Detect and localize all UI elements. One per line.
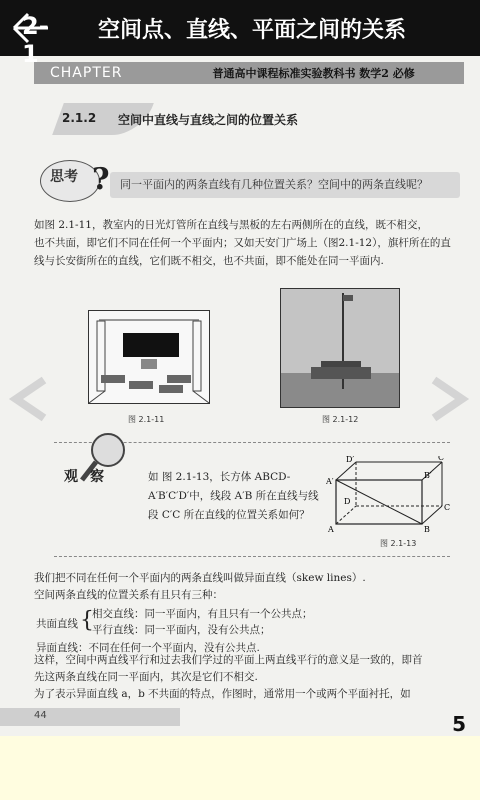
observe-question: [148, 468, 319, 525]
cube-label: B: [424, 525, 430, 534]
paragraph-2: [34, 570, 366, 604]
section-number: 2.1.2: [62, 111, 97, 125]
coplanar-label: 共面直线: [36, 618, 78, 630]
paragraph-line: 先这两条直线在同一平面内，其次是它们不相交.: [34, 671, 258, 683]
think-badge: 思考: [50, 169, 78, 185]
title-bar: [0, 0, 480, 68]
observe-line: 段 C′C 所在直线的位置关系如何？: [148, 509, 310, 521]
chapter-label: CHAPTER: [50, 65, 123, 81]
intersect-line: 相交直线：同一平面内，有且只有一个公共点；: [92, 608, 313, 620]
back-label: 2-1: [22, 12, 49, 68]
cube-label: D: [344, 497, 351, 506]
cube-label: C: [444, 503, 451, 512]
observe-badge: [56, 430, 136, 500]
observe-label: 观察: [64, 469, 116, 485]
think-question: 同一平面内的两条直线有几种位置关系？空间中的两条直线呢？: [120, 178, 428, 191]
observe-line: A′B′C′D′中，线段 A′B 所在直线与线: [148, 490, 319, 502]
coplanar-group: [36, 606, 336, 654]
relations-list: [36, 606, 336, 656]
cube-label: B′: [424, 471, 432, 480]
figure-caption: 图 2.1-13: [380, 539, 417, 548]
divider: [54, 556, 450, 557]
chapter-header: [34, 62, 464, 84]
paragraph-line: 也不共面，即它们不同在任何一个平面内；又如天安门广场上（图2.1-12），旗杆所在的直: [34, 237, 451, 249]
footer-bar: [0, 708, 180, 726]
brace-icon: {: [80, 608, 94, 633]
cube-label: A: [328, 525, 334, 534]
section-title: 空间中直线与直线之间的位置关系: [118, 113, 299, 127]
back-button[interactable]: [0, 0, 64, 68]
paragraph-line: 这样，空间中两直线平行和过去我们学过的平面上两直线平行的意义是一致的，即首: [34, 654, 423, 666]
question-mark-icon: ?: [92, 162, 110, 197]
paragraph-1: [34, 216, 451, 270]
paragraph-line: 我们把不同在任何一个平面内的两条直线叫做异面直线（skew lines）.: [34, 572, 366, 584]
classroom-figure: [88, 310, 210, 404]
paragraph-3: [34, 652, 423, 703]
paragraph-line: 线与长安街所在的直线，它们既不相交，也不共面，即不能处在同一平面内.: [34, 255, 384, 267]
figure-caption: 图 2.1-12: [322, 415, 359, 424]
paragraph-line: 为了表示异面直线 a，b 不共面的特点，作图时，通常用一个或两个平面衬托，如: [34, 688, 411, 700]
book-page[interactable]: [0, 56, 480, 736]
cube-label: A′: [326, 477, 334, 486]
previous-page-arrow-icon[interactable]: [8, 376, 50, 422]
next-page-arrow-icon[interactable]: [428, 376, 470, 422]
skew-line: 异面直线：不同在任何一个平面内，没有公共点.: [36, 642, 260, 654]
tiananmen-photo: [280, 288, 400, 408]
page-footer: [0, 702, 480, 736]
reader-page-number: 5: [452, 712, 466, 736]
page-title: 空间点、直线、平面之间的关系: [98, 17, 407, 43]
figure-caption: 图 2.1-11: [128, 415, 165, 424]
series-label: 普通高中课程标准实验教科书 数学2 必修: [212, 67, 415, 80]
cube-label: C′: [438, 456, 446, 462]
cuboid-figure: [326, 456, 452, 534]
observe-line: 如 图 2.1-13，长方体 ABCD-: [148, 471, 291, 483]
parallel-line: 平行直线：同一平面内，没有公共点；: [92, 624, 271, 636]
paragraph-line: 空间两条直线的位置关系有且只有三种：: [34, 589, 223, 601]
paragraph-line: 如图 2.1-11，教室内的日光灯管所在直线与黑板的左右两侧所在的直线，既不相交，: [34, 219, 428, 231]
think-box: [40, 158, 460, 206]
book-page-number: 44: [34, 710, 47, 721]
cube-label: D′: [346, 456, 355, 464]
